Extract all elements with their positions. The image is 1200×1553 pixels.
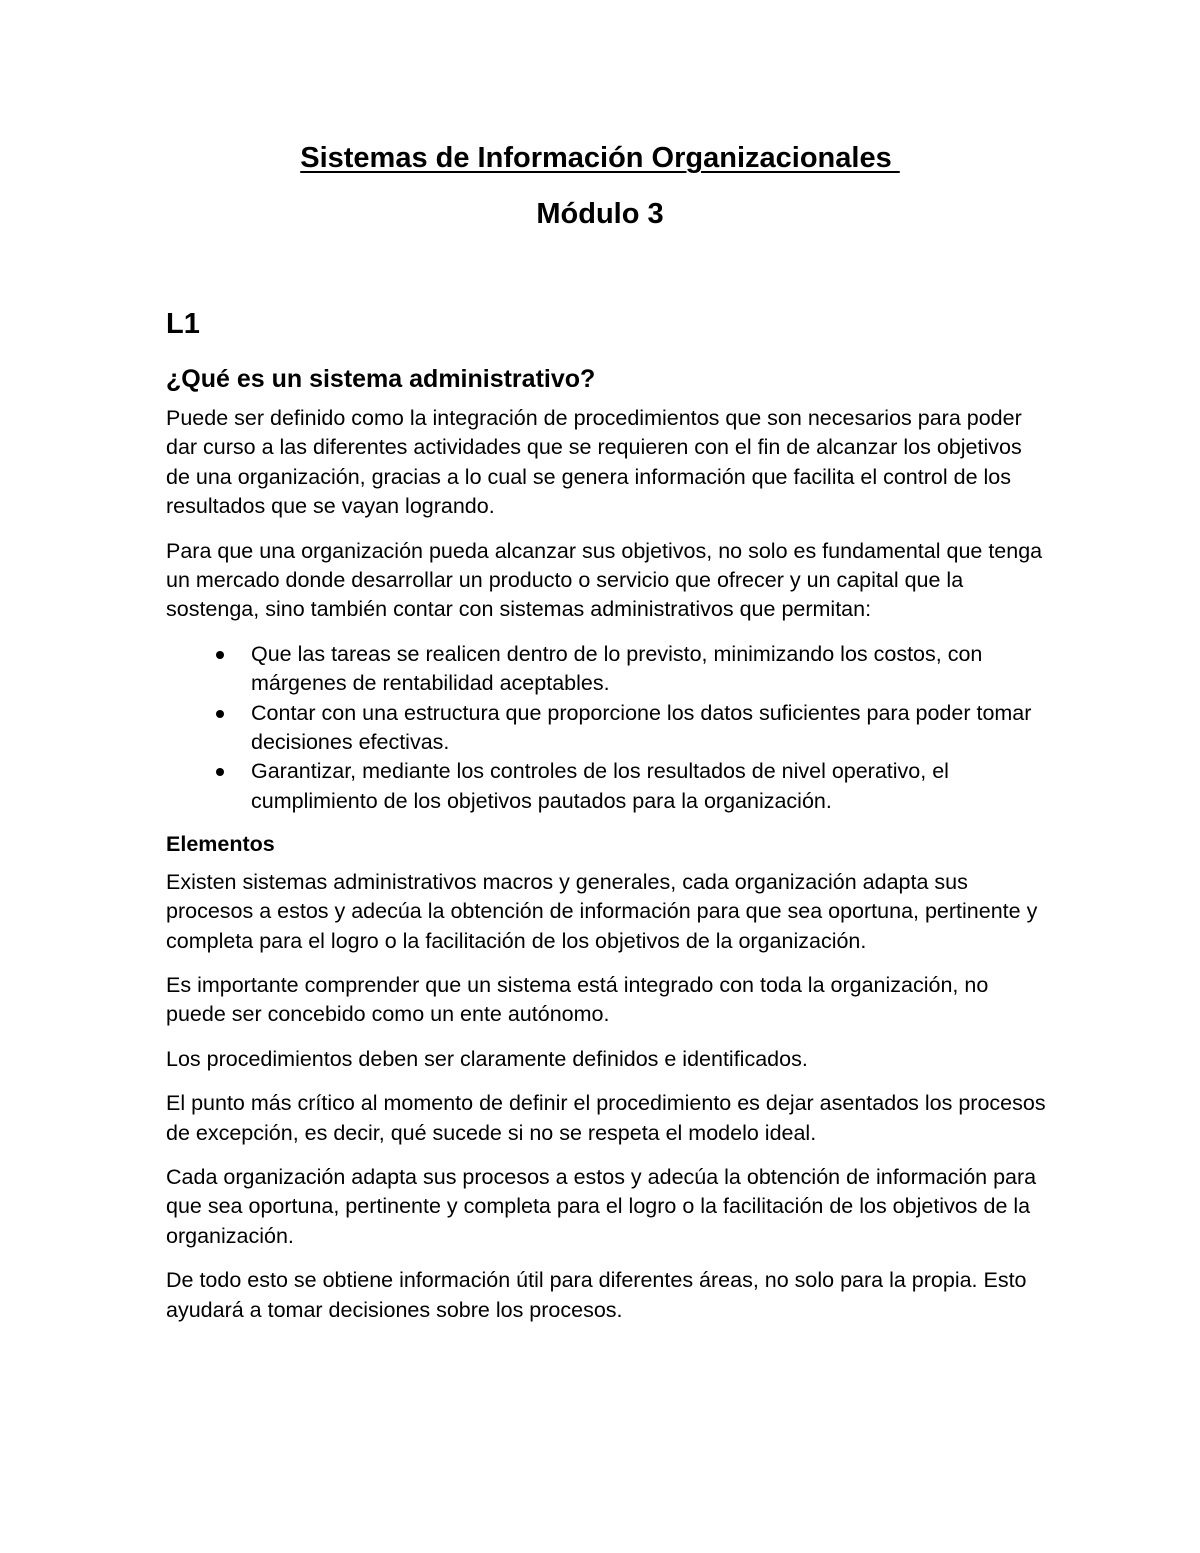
question-heading: ¿Qué es un sistema administrativo? [166, 365, 596, 393]
paragraph-objectives: Para que una organización pueda alcanzar sus objetivos, no solo es fundamental que tenga un mercado donde desarrollar un producto o servicio que ofrecer y un capital que la sostenga, sino también contar con sistemas administrativos que permitan: [166, 538, 1043, 622]
document-body [166, 304, 1046, 1340]
document-title: Sistemas de Información Organizacionales [300, 142, 900, 174]
paragraph-conclusion: De todo esto se obtiene información útil para diferentes áreas, no solo para la propia. Esto ayudará a tomar decisiones sobre los procesos. [166, 1268, 1027, 1322]
list-item-text: Contar con una estructura que proporcione los datos suficientes para poder tomar decisiones efectivas. [251, 700, 1032, 755]
paragraph-integration: Es importante comprender que un sistema está integrado con toda la organización, no puede ser concebido como un ente autónomo. [166, 972, 989, 1027]
section-heading: Elementos [166, 832, 275, 857]
list-item [166, 757, 1046, 816]
list-item [166, 699, 1046, 758]
paragraph-adaptation: Cada organización adapta sus procesos a estos y adecúa la obtención de información para que sea oportuna, pertinente y completa para el logro o la facilitación de los objetivos de la organización. [166, 1164, 1037, 1248]
module-subtitle: Módulo 3 [536, 198, 664, 230]
bullet-list [166, 640, 1046, 816]
paragraph-procedures: Los procedimientos deben ser claramente definidos e identificados. [166, 1046, 808, 1071]
paragraph-definition: Puede ser definido como la integración de procedimientos que son necesarios para poder dar curso a las diferentes actividades que se requieren con el fin de alcanzar los objetivos de una organización, gracias a lo cual se genera información que facilita el control de los resultados que se vayan logrando. [166, 406, 1022, 519]
lesson-heading: L1 [166, 308, 200, 340]
paragraph-elements: Existen sistemas administrativos macros y generales, cada organización adapta sus procesos a estos y adecúa la obtención de información para que sea oportuna, pertinente y completa para el logro o la facilitación de los objetivos de la organización. [166, 869, 1038, 953]
bullet-icon [216, 651, 224, 659]
list-item [166, 640, 1046, 699]
list-item-text: Garantizar, mediante los controles de los resultados de nivel operativo, el cumplimiento de los objetivos pautados para la organización. [251, 759, 949, 813]
list-item-text: Que las tareas se realicen dentro de lo previsto, minimizando los costos, con márgenes de rentabilidad aceptables. [251, 641, 983, 696]
bullet-icon [216, 768, 224, 776]
paragraph-exceptions: El punto más crítico al momento de definir el procedimiento es dejar asentados los procesos de excepción, es decir, qué sucede si no se respeta el modelo ideal. [166, 1091, 1046, 1145]
bullet-icon [216, 710, 224, 718]
